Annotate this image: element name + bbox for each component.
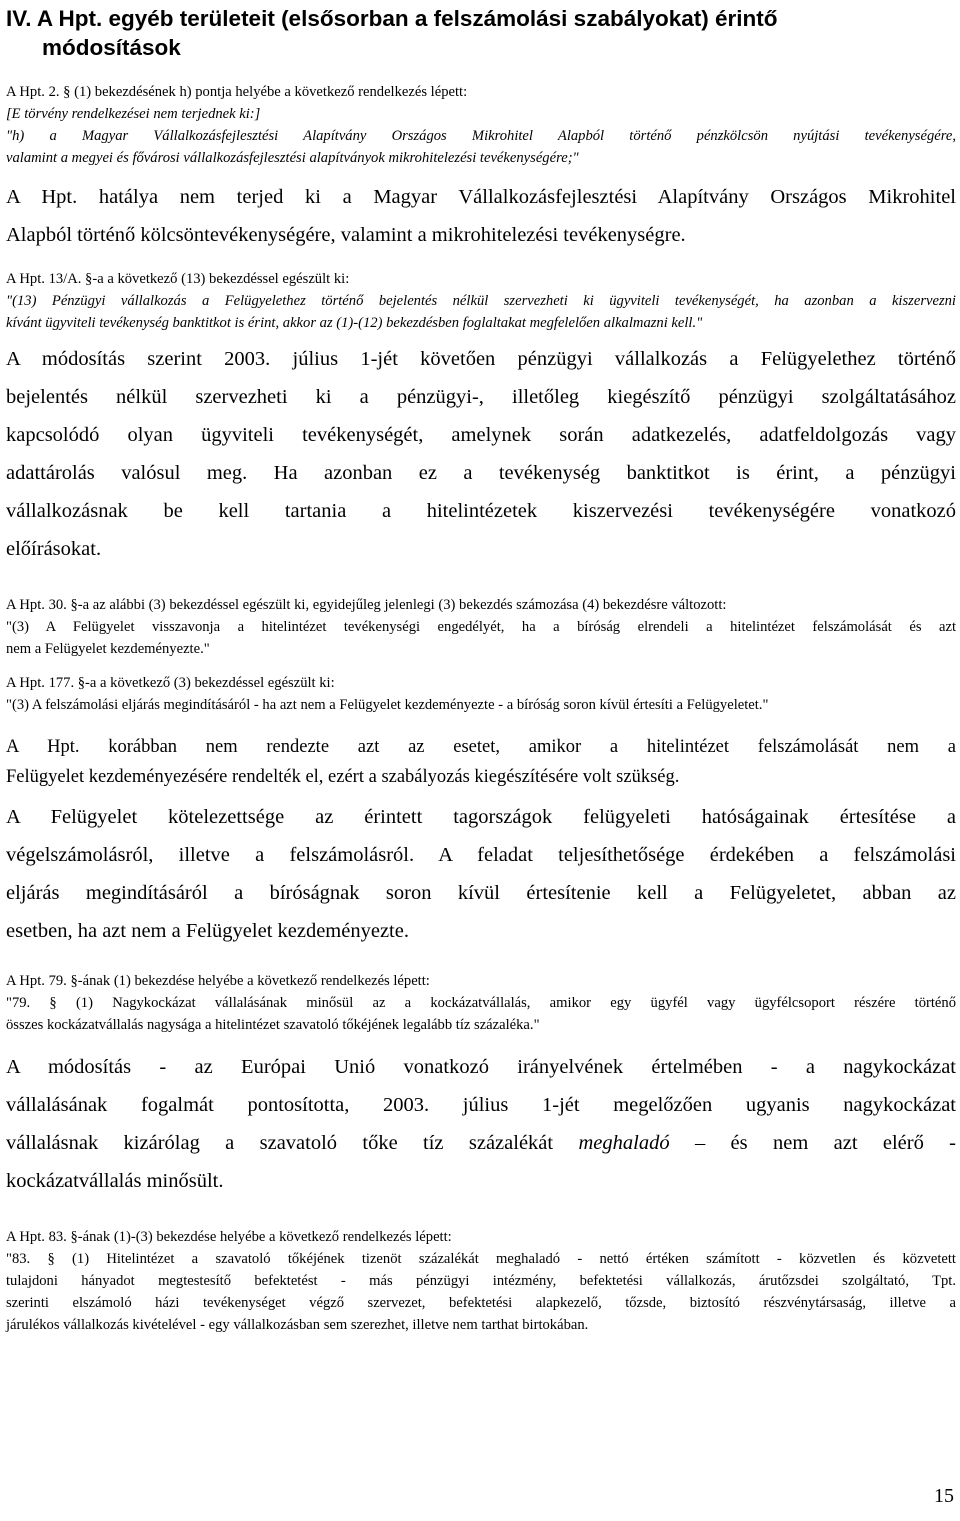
paragraph-text: – és nem azt elérő - (694, 1132, 957, 1154)
paragraph-line: vállalkozásnak be kell tartania a hitelintézetek kiszervezési tevékenységére vonatkozó (6, 500, 956, 522)
paragraph-line: vállalásának fogalmát pontosította, 2003. július 1-jét megelőzően ugyanis nagykockázat (6, 1094, 956, 1116)
amendment-quote: "(3) A felszámolási eljárás megindításáról - ha azt nem a Felügyelet kezdeményezte - a bíróság soron kívül értesíti a Felügyeletet." (6, 697, 769, 713)
amendment-quote: tulajdoni hányadot megtestesítő befektetést - más pénzügyi intézmény, befektetési vállalkozás, árutőzsdei szolgáltató, Tpt. (6, 1273, 956, 1289)
amendment-reference: A Hpt. 79. §-ának (1) bekezdése helyébe a következő rendelkezés lépett: (6, 973, 430, 989)
amendment-reference: A Hpt. 13/A. §-a a következő (13) bekezdéssel egészült ki: (6, 271, 350, 287)
paragraph-text: vállalásnak kizárólag a szavatoló tőke tíz százalékát (6, 1132, 554, 1154)
paragraph-line: Alapból történő kölcsöntevékenységére, valamint a mikrohitelezési tevékenységre. (6, 224, 686, 246)
paragraph-line: A módosítás - az Európai Unió vonatkozó irányelvének értelmében - a nagykockázat (6, 1056, 956, 1078)
amendment-reference: A Hpt. 30. §-a az alábbi (3) bekezdéssel egészült ki, egyidejűleg jelenlegi (3) bekezdés számozása (4) bekezdésre változott: (6, 597, 727, 613)
amendment-2 (6, 81, 956, 169)
paragraph-line: A módosítás szerint 2003. július 1-jét követően pénzügyi vállalkozás a Felügyelethez történő (6, 348, 956, 370)
amendment-quote: "(13) Pénzügyi vállalkozás a Felügyelethez történő bejelentés nélkül szervezheti ki ügyviteli tevékenységét, ha azonban a kiszervezni (6, 293, 956, 309)
amendment-quote: valamint a megyei és fővárosi vállalkozásfejlesztési alapítványok mikrohitelezési tevékenységére;" (6, 150, 579, 166)
heading-line-1: IV. A Hpt. egyéb területeit (elsősorban a felszámolási szabályokat) érintő (6, 6, 778, 31)
commentary-paragraph (6, 178, 956, 254)
paragraph-line: A Felügyelet kötelezettsége az érintett tagországok felügyeleti hatóságainak értesítése a (6, 806, 956, 828)
amendment-quote: "83. § (1) Hitelintézet a szavatoló tőkéjének tizenöt százalékát meghaladó - nettó értéken számított - közvetlen és közvetett (6, 1251, 956, 1267)
commentary-paragraph (6, 340, 956, 568)
commentary-paragraph (6, 732, 956, 792)
paragraph-line: A Hpt. hatálya nem terjed ki a Magyar Vállalkozásfejlesztési Alapítvány Országos Mikrohitel (6, 186, 956, 208)
amendment-note: [E törvény rendelkezései nem terjednek ki:] (6, 106, 261, 122)
amendment-quote: szerinti elszámoló házi tevékenységet végző szervezet, befektetési alapkezelő, tőzsde, biztosító részvénytársaság, illetve a (6, 1295, 956, 1311)
amendment-83 (6, 1226, 956, 1336)
heading-line-2: módosítások (42, 35, 181, 60)
amendment-177 (6, 672, 956, 716)
amendment-30 (6, 594, 956, 660)
paragraph-line: Felügyelet kezdeményezésére rendelték el, ezért a szabályozás kiegészítésére volt szükség. (6, 767, 680, 787)
paragraph-line: A Hpt. korábban nem rendezte azt az esetet, amikor a hitelintézet felszámolását nem a (6, 737, 956, 757)
amendment-79 (6, 970, 956, 1036)
paragraph-line: eljárás megindításáról a bíróságnak soron kívül értesítenie kell a Felügyeletet, abban az (6, 882, 956, 904)
amendment-reference: A Hpt. 83. §-ának (1)-(3) bekezdése helyébe a következő rendelkezés lépett: (6, 1229, 452, 1245)
amendment-quote: járulékos vállalkozás kivételével - egy vállalkozásban sem szerezhet, illetve nem tarthat birtokában. (6, 1317, 589, 1333)
paragraph-line: kockázatvállalás minősült. (6, 1170, 224, 1192)
amendment-reference: A Hpt. 177. §-a a következő (3) bekezdéssel egészült ki: (6, 675, 335, 691)
paragraph-line: esetben, ha azt nem a Felügyelet kezdeményezte. (6, 920, 409, 942)
amendment-reference: A Hpt. 2. § (1) bekezdésének h) pontja helyébe a következő rendelkezés lépett: (6, 84, 468, 100)
paragraph-line: kapcsolódó olyan ügyviteli tevékenységét, amelynek során adatkezelés, adatfeldolgozás vagy (6, 424, 956, 446)
paragraph-line (6, 1124, 956, 1162)
page-number: 15 (934, 1485, 954, 1507)
amendment-quote: "79. § (1) Nagykockázat vállalásának minősül az a kockázatvállalás, amikor egy ügyfél vagy ügyfélcsoport részére történő (6, 995, 956, 1011)
paragraph-line: adattárolás valósul meg. Ha azonban ez a tevékenység banktitkot is érint, a pénzügyi (6, 462, 956, 484)
emphasized-word: meghaladó (578, 1132, 670, 1154)
paragraph-line: végelszámolásról, illetve a felszámolásról. A feladat teljesíthetősége érdekében a felszámolási (6, 844, 956, 866)
commentary-paragraph (6, 798, 956, 950)
amendment-13a (6, 268, 956, 334)
document-page (6, 0, 956, 1336)
section-heading (6, 0, 956, 62)
paragraph-line: előírásokat. (6, 538, 102, 560)
amendment-quote: nem a Felügyelet kezdeményezte." (6, 641, 210, 657)
amendment-quote: kívánt ügyviteli tevékenység banktitkot is érint, akkor az (1)-(12) bekezdésben foglaltakat megfelelően alkalmazni kell." (6, 315, 703, 331)
amendment-quote: "(3) A Felügyelet visszavonja a hitelintézet tevékenységi engedélyét, ha a bíróság elrendeli a hitelintézet felszámolását és azt (6, 619, 956, 635)
commentary-paragraph (6, 1048, 956, 1200)
amendment-quote: összes kockázatvállalás nagysága a hitelintézet szavatoló tőkéjének legalább tíz százaléka." (6, 1017, 540, 1033)
amendment-quote: "h) a Magyar Vállalkozásfejlesztési Alapítvány Országos Mikrohitel Alapból történő pénzkölcsön nyújtási tevékenységére, (6, 128, 956, 144)
paragraph-line: bejelentés nélkül szervezheti ki a pénzügyi-, illetőleg kiegészítő pénzügyi szolgáltatásához (6, 386, 956, 408)
